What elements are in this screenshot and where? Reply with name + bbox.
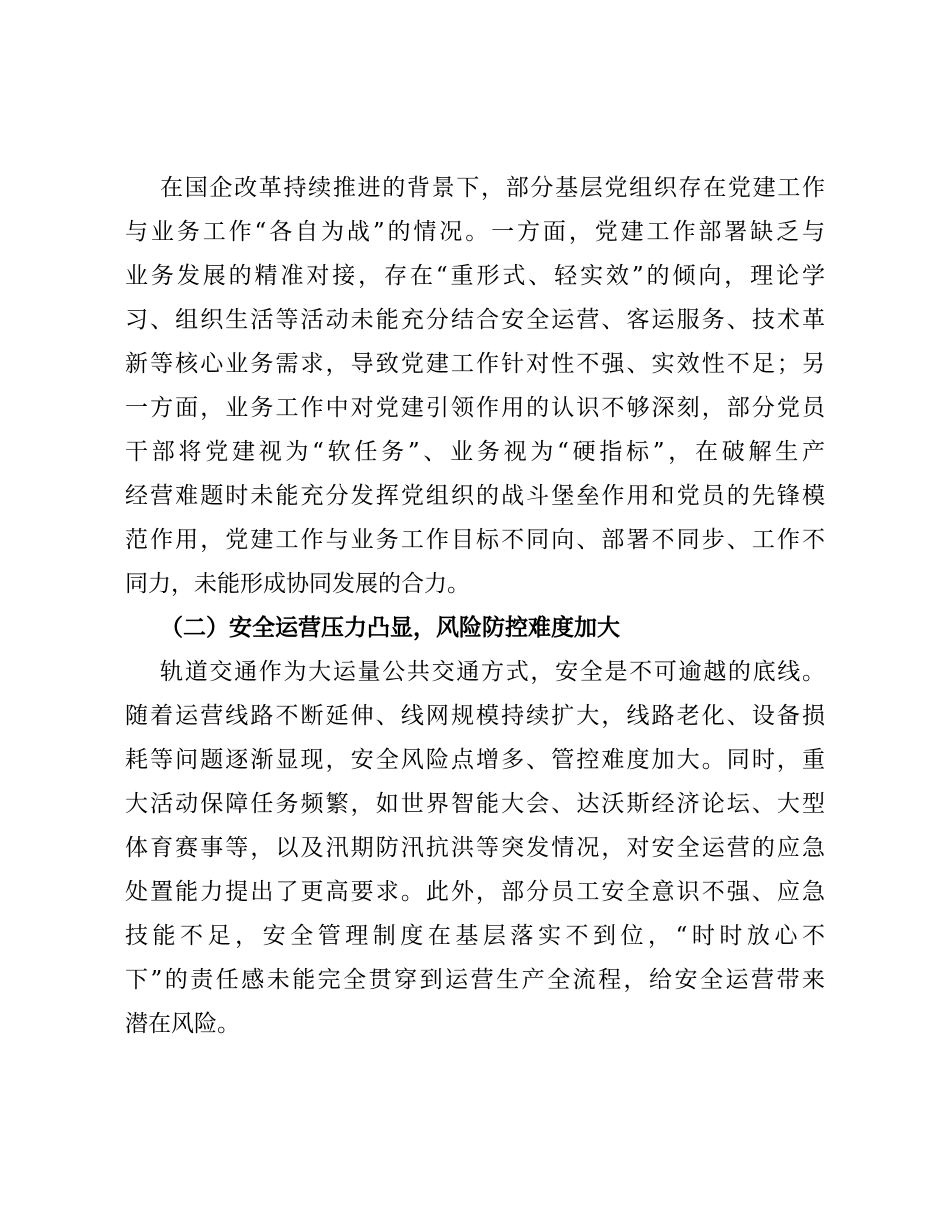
paragraph-1-line-9: 范作用，党建工作与业务工作目标不同向、部署不同步、工作不 bbox=[125, 527, 825, 553]
paragraph-1-line-3: 业务发展的精准对接，存在“重形式、轻实效”的倾向，理论学 bbox=[125, 263, 825, 289]
paragraph-1-line-4: 习、组织生活等活动未能充分结合安全运营、客运服务、技术革 bbox=[125, 307, 825, 333]
paragraph-1-line-2: 与业务工作“各自为战”的情况。一方面，党建工作部署缺乏与 bbox=[125, 219, 825, 245]
paragraph-1-line-5: 新等核心业务需求，导致党建工作针对性不强、实效性不足；另 bbox=[125, 351, 825, 377]
paragraph-1-line-10: 同力，未能形成协同发展的合力。 bbox=[125, 571, 470, 597]
section-heading: （二）安全运营压力凸显，风险防控难度加大 bbox=[160, 614, 620, 641]
paragraph-1-line-7: 干部将党建视为“软任务”、业务视为“硬指标”，在破解生产 bbox=[125, 439, 825, 465]
paragraph-2-line-1: 轨道交通作为大运量公共交通方式，安全是不可逾越的底线。 bbox=[160, 659, 825, 685]
paragraph-1-line-6: 一方面，业务工作中对党建引领作用的认识不够深刻，部分党员 bbox=[125, 395, 825, 421]
paragraph-2-line-9: 潜在风险。 bbox=[125, 1011, 240, 1037]
paragraph-1-line-8: 经营难题时未能充分发挥党组织的战斗堡垒作用和党员的先锋模 bbox=[125, 483, 825, 509]
paragraph-2-line-8: 下”的责任感未能完全贯穿到运营生产全流程，给安全运营带来 bbox=[125, 967, 825, 993]
paragraph-2-line-5: 体育赛事等，以及汛期防汛抗洪等突发情况，对安全运营的应急 bbox=[125, 835, 825, 861]
paragraph-2-line-3: 耗等问题逐渐显现，安全风险点增多、管控难度加大。同时，重 bbox=[125, 747, 825, 773]
paragraph-2-line-2: 随着运营线路不断延伸、线网规模持续扩大，线路老化、设备损 bbox=[125, 703, 825, 729]
paragraph-1-line-1: 在国企改革持续推进的背景下，部分基层党组织存在党建工作 bbox=[160, 175, 825, 201]
paragraph-2-line-6: 处置能力提出了更高要求。此外，部分员工安全意识不强、应急 bbox=[125, 879, 825, 905]
paragraph-2-line-7: 技能不足，安全管理制度在基层落实不到位，“时时放心不 bbox=[125, 923, 825, 949]
paragraph-2-line-4: 大活动保障任务频繁，如世界智能大会、达沃斯经济论坛、大型 bbox=[125, 791, 825, 817]
